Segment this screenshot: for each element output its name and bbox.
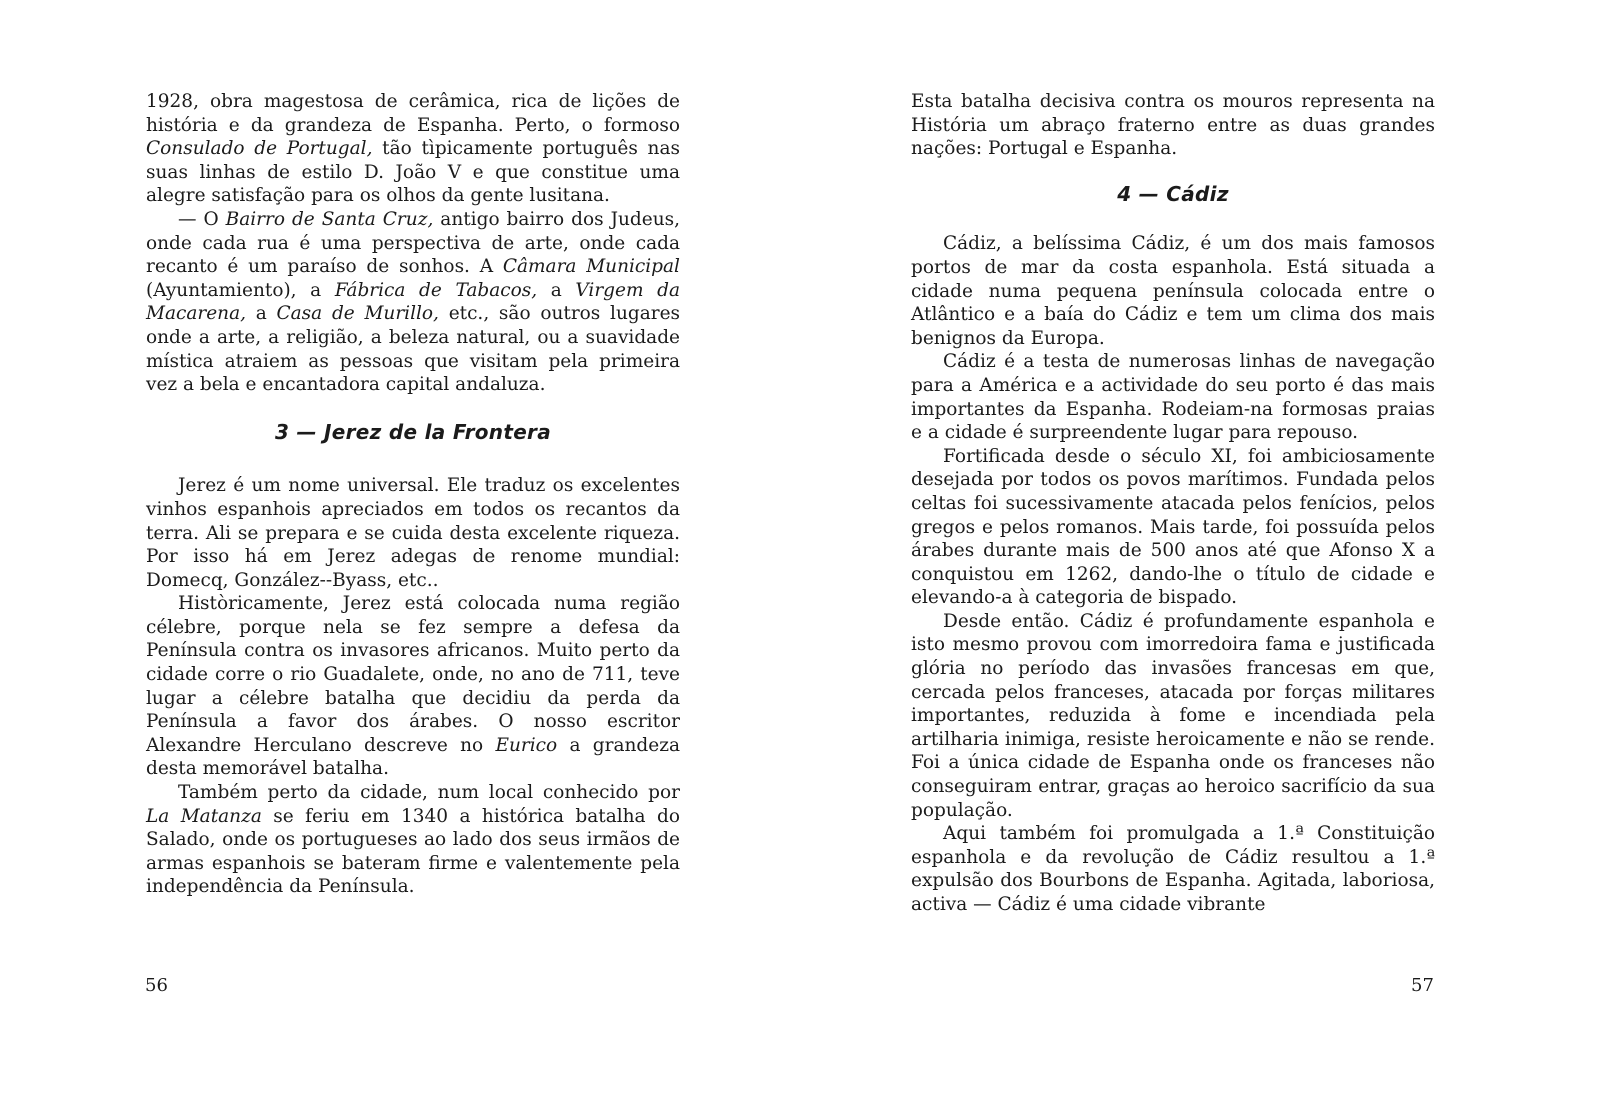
text-segment: a	[245, 303, 277, 325]
section-heading-cadiz: 4 — Cádiz	[1117, 181, 1229, 206]
paragraph	[911, 822, 1435, 916]
text-segment: (Ayuntamiento), a	[146, 279, 335, 301]
text-segment: Fortificada desde o século XI, foi ambiciosamente desejada por todos os povos marítimos. Fundada pelos celtas foi sucessivamente atacada pelos fenícios, pelos gregos e pelos romanos. Mais tarde, foi possuída pelos árabes durante mais de 500 anos até que Afonso X a conquistou em 1262, dando-lhe o título de cidade e elevando-a à categoria de bispado.	[911, 445, 1435, 609]
paragraph	[146, 208, 680, 397]
text-segment: Desde então. Cádiz é profundamente espanhola e isto mesmo provou com imorredoira fama e justificada glória no período das invasões francesas em que, cercada pelos franceses, atacada por forças militares importantes, reduzida à fome e incendiada pela artilharia inimiga, resiste heroicamente e não se rende. Foi a única cidade de Espanha onde os franceses não conseguiram entrar, graças ao heroico sacrifício da sua população.	[911, 610, 1435, 821]
italic-text: Casa de Murillo,	[276, 303, 439, 325]
paragraph	[911, 445, 1435, 610]
text-segment: 1928, obra magestosa de cerâmica, rica de lições de história e da grandeza de Espanha. Perto, o formoso	[146, 91, 680, 136]
text-segment: antigo bairro dos Judeus, onde cada rua é uma perspectiva de arte, onde cada recanto é um paraíso de sonhos. A	[146, 208, 680, 278]
text-segment: tão tìpicamente português nas suas linhas de estilo D. João V e que constitue uma alegre satisfação para os olhos da gente lusitana.	[146, 138, 680, 207]
italic-text: Consulado de Portugal,	[146, 138, 373, 160]
text-segment: Esta batalha decisiva contra os mouros representa na História um abraço fraterno entre as duas grandes nações: Portugal e Espanha.	[911, 91, 1435, 160]
right-page-text	[911, 90, 1435, 917]
text-segment: Cádiz é a testa de numerosas linhas de navegação para a América e a actividade do seu porto é das mais importantes da Espanha. Rodeiam-na formosas praias e a cidade é surpreendente lugar para repouso.	[911, 351, 1435, 444]
left-page-text	[146, 90, 680, 899]
text-segment: Aqui também foi promulgada a 1.ª Constituição espanhola e da revolução de Cádiz resultou a 1.ª expulsão dos Bourbons de Espanha. Agitada, laboriosa, activa — Cádiz é uma cidade vibrante	[911, 823, 1435, 915]
page-number-right: 57	[1411, 975, 1434, 996]
italic-text: Eurico	[495, 734, 558, 756]
text-segment: a grandeza desta memorável batalha.	[146, 734, 680, 780]
paragraph	[146, 90, 680, 208]
text-segment: Històricamente, Jerez está colocada numa região célebre, porque nela se fez sempre a defesa da Península contra os invasores africanos. Muito perto da cidade corre o rio Guadalete, onde, no ano de 711, teve lugar a célebre batalha que decidiu da perda da Península a favor dos árabes. O nosso escritor Alexandre Herculano descreve no	[146, 593, 680, 756]
text-segment: Jerez é um nome universal. Ele traduz os excelentes vinhos espanhois apreciados em todos os recantos da terra. Ali se prepara e se cuida desta excelente riqueza. Por isso há em Jerez adegas de renome mundial: Domecq, González--Byass, etc..	[146, 475, 680, 591]
section-heading-jerez: 3 — Jerez de la Frontera	[274, 419, 552, 444]
text-segment: etc., são outros lugares onde a arte, a religião, a beleza natural, ou a suavidade mística atraiem as pessoas que visitam pela primeira vez a bela e encantadora capital andaluza.	[146, 303, 681, 396]
left-intro-paragraphs	[146, 90, 680, 397]
jerez-paragraphs	[146, 474, 680, 899]
italic-text: Bairro de Santa Cruz,	[225, 208, 434, 230]
italic-text: Câmara Municipal	[502, 256, 680, 278]
paragraph	[146, 474, 680, 592]
paragraph	[146, 592, 680, 781]
text-segment: se feriu em 1340 a histórica batalha do Salado, onde os portugueses ao lado dos seus irmãos de armas espanhois se bateram firme e valentemente pela independência da Península.	[146, 805, 680, 898]
paragraph	[911, 90, 1435, 161]
paragraph	[911, 610, 1435, 822]
paragraph	[911, 350, 1435, 444]
right-page	[800, 0, 1600, 1111]
text-segment: Cádiz, a belíssima Cádiz, é um dos mais famosos portos de mar da costa espanhola. Está situada a cidade numa pequena península colocada entre o Atlântico e a baía do Cádiz e tem um clima dos mais benignos da Europa.	[911, 233, 1435, 349]
text-segment: a	[537, 279, 576, 301]
italic-text: La Matanza	[146, 805, 262, 827]
right-intro-paragraphs	[911, 90, 1435, 161]
text-segment: — O	[178, 208, 226, 230]
italic-text: Fábrica de Tabacos,	[334, 279, 538, 301]
cadiz-paragraphs	[911, 232, 1435, 916]
paragraph	[911, 232, 1435, 350]
page-number-left: 56	[145, 975, 168, 996]
italic-text: Virgem da Macarena,	[146, 279, 681, 325]
text-segment: Também perto da cidade, num local conhecido por	[178, 782, 680, 804]
paragraph	[146, 781, 680, 899]
